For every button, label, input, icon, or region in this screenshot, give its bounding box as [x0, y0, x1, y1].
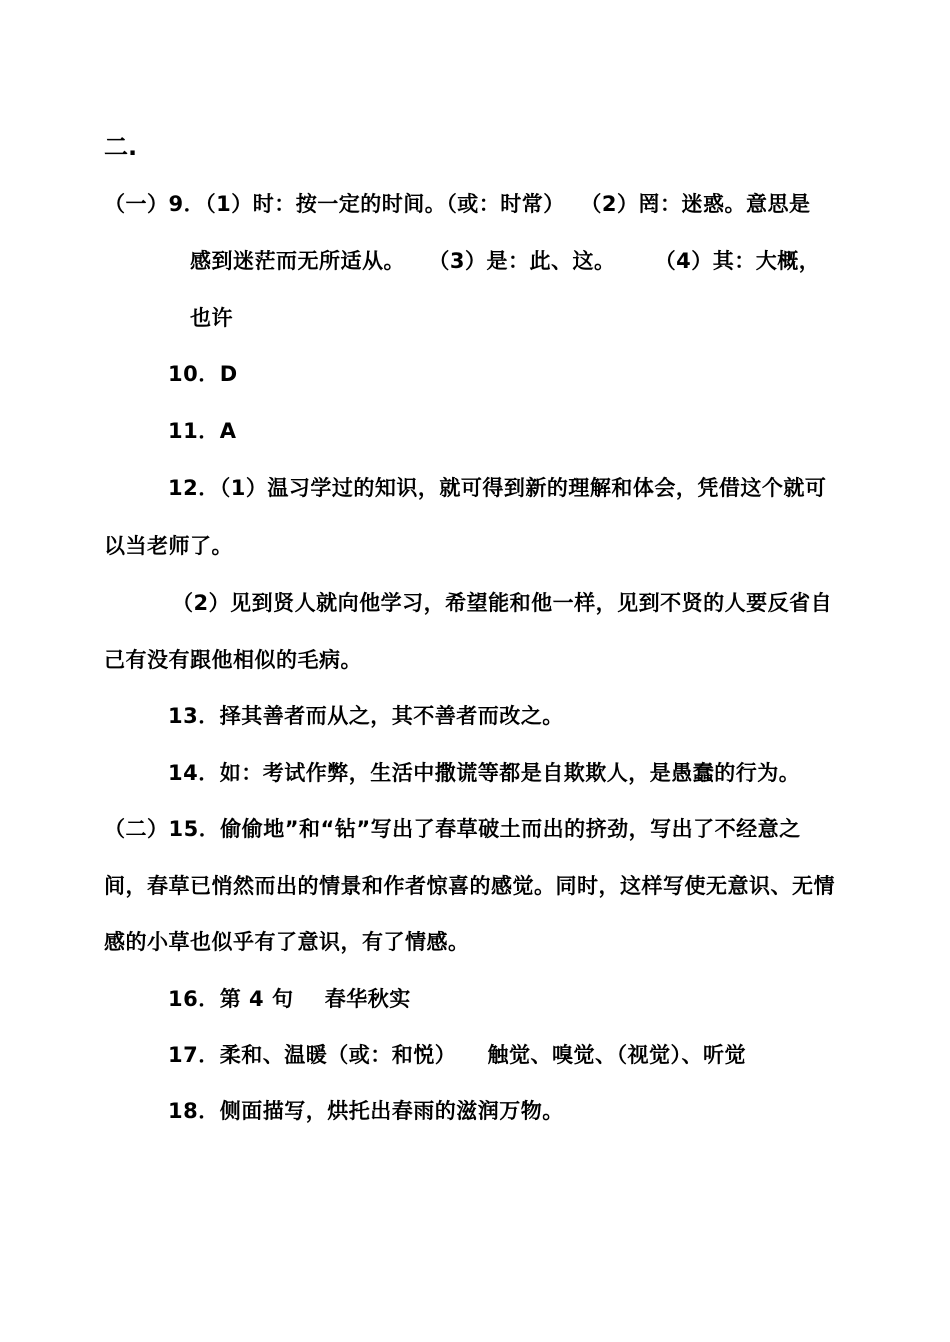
answer-line-18: 18．侧面描写，烘托出春雨的滋润万物。 — [168, 1099, 564, 1123]
answer-line-15-cont-2: 感的小草也似乎有了意识，有了情感。 — [104, 930, 470, 954]
answer-line-15: （二）15．偷偷地”和“钻”写出了春草破土而出的挤劲，写出了不经意之 — [104, 817, 801, 841]
answer-line-12-part-2-cont: 己有没有跟他相似的毛病。 — [104, 648, 362, 672]
answer-line-15-cont: 间，春草已悄然而出的情景和作者惊喜的感觉。同时，这样写使无意识、无情 — [104, 874, 835, 898]
answer-line-9: （一）9．（1）时：按一定的时间。（或：时常） （2）罔：迷惑。意思是 — [104, 192, 811, 216]
answer-line-9-cont-2: 也许 — [190, 306, 233, 330]
answer-line-11: 11．A — [168, 419, 237, 443]
answer-line-12: 12．（1）温习学过的知识，就可得到新的理解和体会，凭借这个就可 — [168, 476, 827, 500]
answer-line-16: 16．第 4 句 春华秋实 — [168, 987, 411, 1011]
answer-line-12-cont: 以当老师了。 — [104, 534, 233, 558]
answer-line-9-cont: 感到迷茫而无所适从。 （3）是：此、这。 （4）其：大概， — [190, 249, 821, 273]
answer-line-14: 14．如：考试作弊，生活中撒谎等都是自欺欺人，是愚蠢的行为。 — [168, 761, 801, 785]
answer-line-10: 10．D — [168, 362, 238, 386]
section-heading: 二. — [104, 133, 138, 161]
answer-line-12-part-2: （2）见到贤人就向他学习，希望能和他一样，见到不贤的人要反省自 — [172, 591, 833, 615]
answer-line-13: 13．择其善者而从之，其不善者而改之。 — [168, 704, 564, 728]
answer-line-17: 17．柔和、温暖（或：和悦） 触觉、嗅觉、（视觉）、听觉 — [168, 1043, 746, 1067]
